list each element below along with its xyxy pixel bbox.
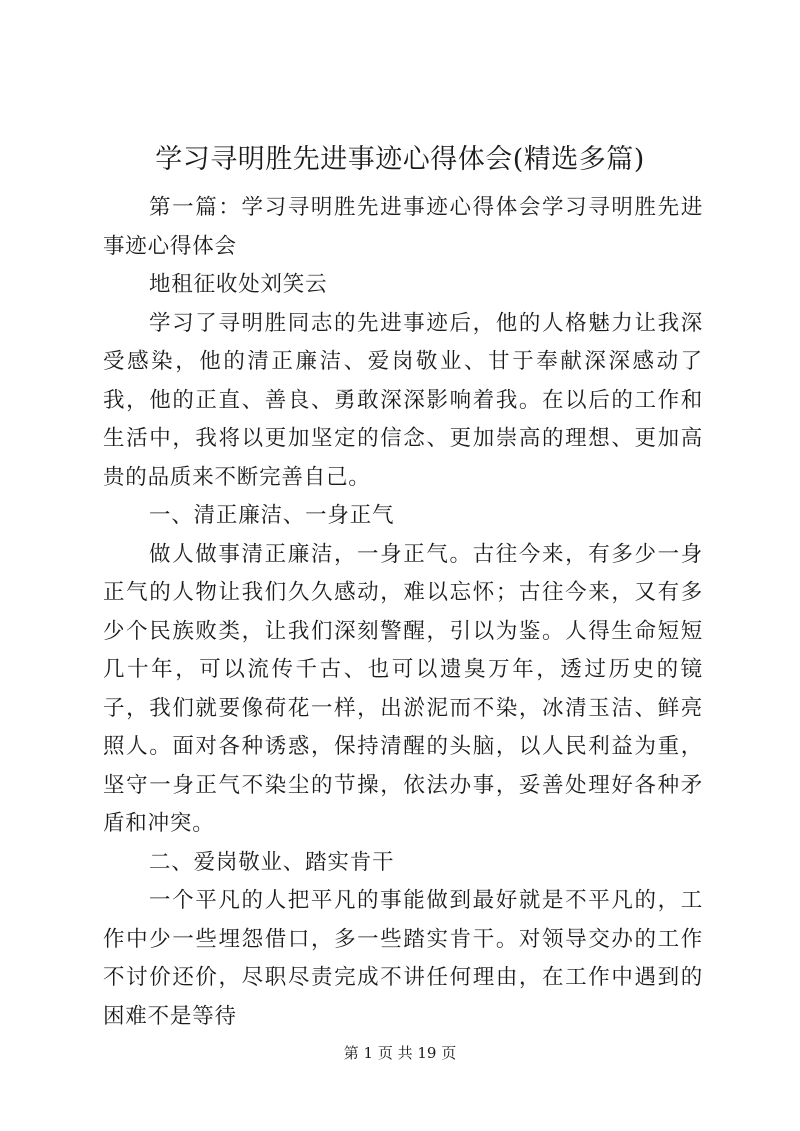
document-body: [103, 189, 703, 1036]
paragraph-dedication: 一个平凡的人把平凡的事能做到最好就是不平凡的，工作中少一些埋怨借口，多一些踏实肯干。对领导交办的工作不讨价还价，尽职尽责完成不讲任何理由，在工作中遇到的困难不是等待: [103, 888, 703, 1029]
paragraph-integrity: 做人做事清正廉洁，一身正气。古往今来，有多少一身正气的人物让我们久久感动，难以忘怀；古往今来，又有多少个民族败类，让我们深刻警醒，引以为鉴。人得生命短短几十年，可以流传千古、也可以遗臭万年，透过历史的镜子，我们就要像荷花一样，出淤泥而不染，冰清玉洁、鲜亮照人。面对各种诱惑，保持清醒的头脑，以人民利益为重，坚守一身正气不染尘的节操，依法办事，妥善处理好各种矛盾和冲突。: [103, 541, 703, 836]
paragraph-heading-part-one: 第一篇：学习寻明胜先进事迹心得体会学习寻明胜先进事迹心得体会: [103, 195, 703, 259]
section-heading-dedication: 二、爱岗敬业、踏实肯干: [149, 849, 395, 875]
page-footer: 第 1 页 共 19 页: [343, 1044, 457, 1062]
paragraph-intro: 学习了寻明胜同志的先进事迹后，他的人格魅力让我深受感染，他的清正廉洁、爱岗敬业、甘于奉献深深感动了我，他的正直、善良、勇敢深深影响着我。在以后的工作和生活中，我将以更加坚定的信念、更加崇高的理想、更加高贵的品质来不断完善自己。: [103, 310, 703, 490]
document-title: 学习寻明胜先进事迹心得体会(精选多篇): [155, 144, 645, 175]
section-heading-integrity: 一、清正廉洁、一身正气: [149, 503, 395, 528]
paragraph-author: 地租征收处刘笑云: [149, 272, 328, 297]
